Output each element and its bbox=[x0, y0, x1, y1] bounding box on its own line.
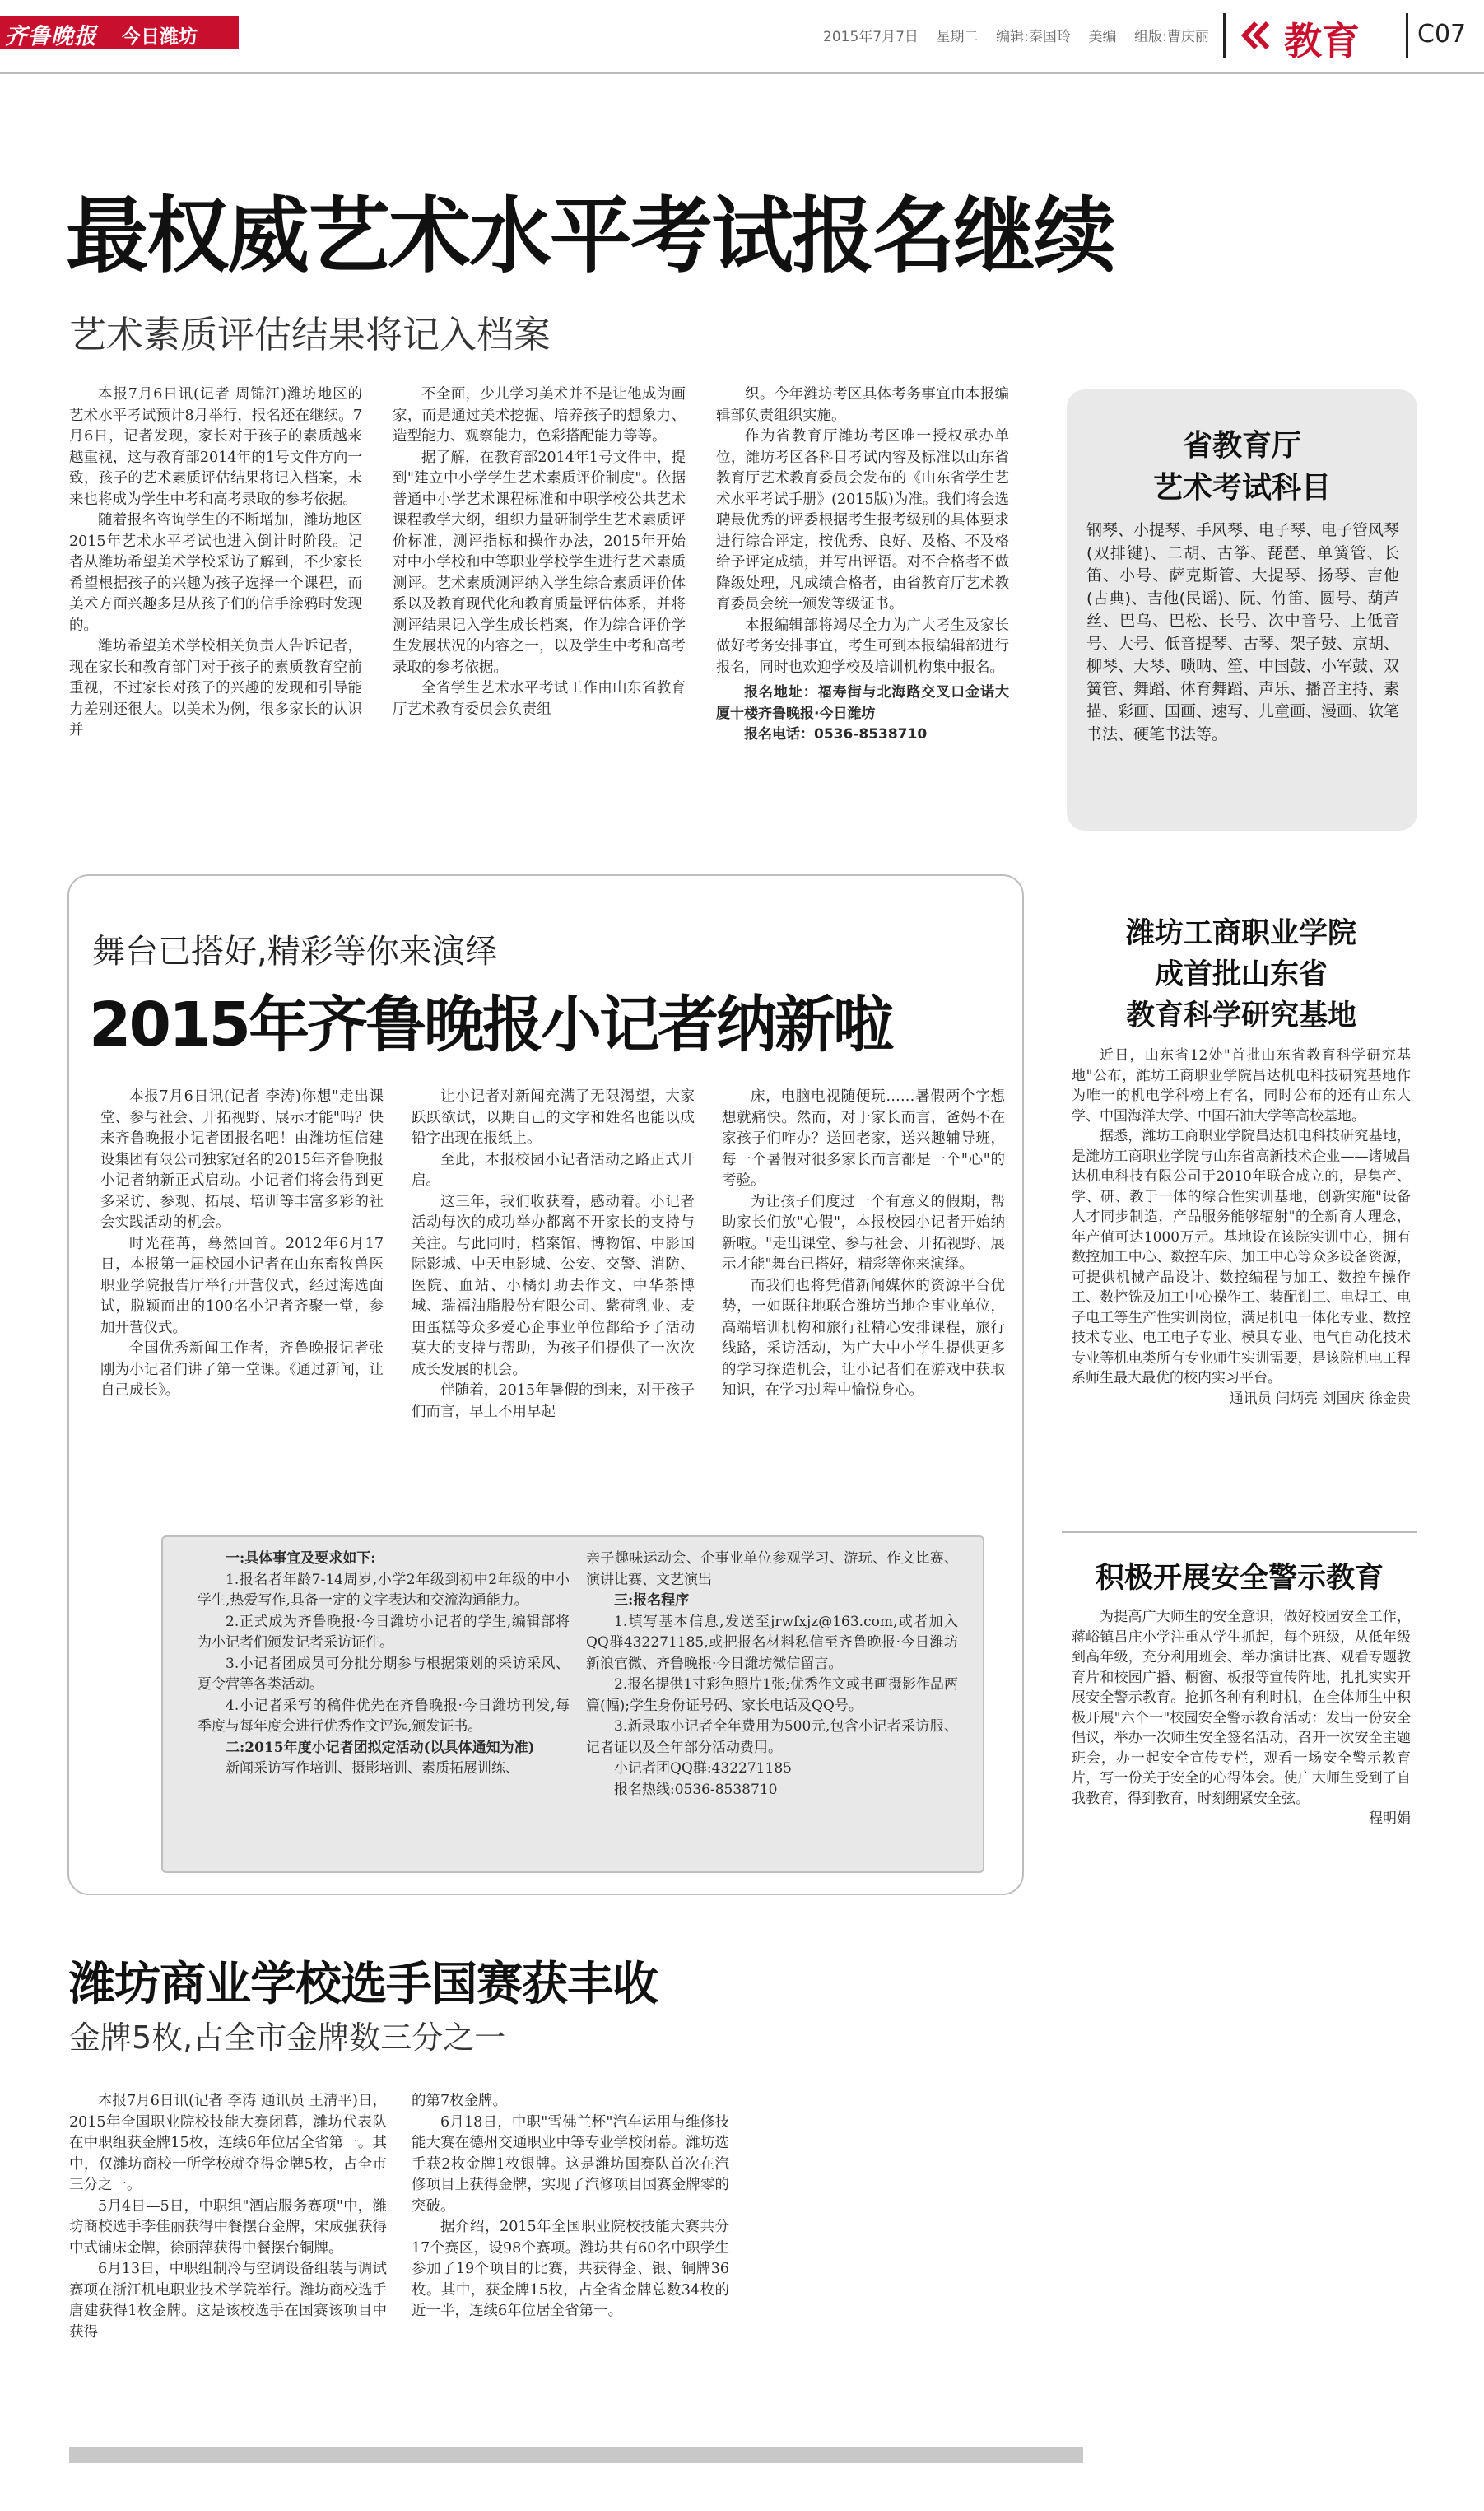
paragraph: 床，电脑电视随便玩……暑假两个字想想就痛快。然而，对于家长而言，爸妈不在家孩子们咋办？送回老家，送兴趣辅导班，每一个暑假对很多家长而言都是一个"心"的考验。 bbox=[722, 1088, 1005, 1189]
article2-col3 bbox=[722, 1087, 1005, 1402]
masthead-rule bbox=[0, 72, 1484, 74]
paragraph: 近日，山东省12处"首批山东省教育科学研究基地"公布，潍坊工商职业学院昌达机电科技研究基地作为唯一的机电学科榜上有名，同时公布的还有山东大学、中国海洋大学、中国石油大学等高校基地。 bbox=[1072, 1047, 1411, 1125]
paragraph: 本报7月6日讯(记者 周锦江)潍坊地区的艺术水平考试预计8月举行，报名还在继续。7月6日，记者发现，家长对于孩子的素质越来越重视，这与教育部2014年的1号文件方向一致，孩子的艺术素质评估结果将记入档案，未来也将成为学生中考和高考录取的参考依据。 bbox=[69, 386, 362, 508]
masthead-meta bbox=[823, 25, 1209, 45]
qq-group: 小记者团QQ群:432271185 bbox=[614, 1760, 792, 1777]
paragraph: 6月18日，中职"雪佛兰杯"汽车运用与维修技能大赛在德州交通职业中等专业学校闭幕。潍坊选手获2枚金牌1枚银牌。这是潍坊国赛队首次在汽修项目上获得金牌，实现了汽修项目国赛金牌零的突破。 bbox=[412, 2113, 729, 2215]
article2-headline: 2015年齐鲁晚报小记者纳新啦 bbox=[89, 990, 891, 1060]
paragraph: 全省学生艺术水平考试工作由山东省教育厅艺术教育委员会负责组 bbox=[393, 680, 686, 718]
art-credit: 美编 bbox=[1088, 29, 1117, 45]
article1-subheadline: 艺术素质评估结果将记入档案 bbox=[69, 313, 551, 356]
paragraph: 为让孩子们度过一个有意义的假期，帮助家长们放"心假"，本报校园小记者开始纳新啦。"走出课堂、参与社会、开拓视野、展示才能"舞台已搭好，精彩等你来演绎。 bbox=[722, 1193, 1005, 1273]
sidebar-subjects-box bbox=[1067, 389, 1417, 831]
issue-weekday: 星期二 bbox=[936, 29, 979, 45]
paragraph: 本报7月6日讯(记者 李涛 通讯员 王清平)日，2015年全国职业院校技能大赛闭幕，潍坊代表队在中职组获金牌15枚，连续6年位居全省第一。其中，仅潍坊商校一所学校就夺得金牌5枚，占全市三分之一。 bbox=[69, 2093, 387, 2193]
article3-headline: 潍坊商业学校选手国赛获丰收 bbox=[69, 1958, 658, 2011]
paragraph: 据了解，在教育部2014年1号文件中，提到"建立中小学学生艺术素质评价制度"。依据普通中小学艺术课程标准和中职学校公共艺术课程教学大纲，组织力量研制学生艺术素质评价标准，测评指标和操作办法，2015年开始对中小学校和中等职业学校学生进行艺术素质测评。艺术素质测评纳入学生综合素质评价体系以及教育现代化和教育质量评估体系，并将测评结果记入学生成长档案，作为综合评价学生发展状况的内容之一，以及学生中考和高考录取的参考依据。 bbox=[393, 449, 686, 676]
page-number: C07 bbox=[1417, 20, 1467, 49]
paragraph: 而我们也将凭借新闻媒体的资源平台优势，一如既往地联合潍坊当地企事业单位，高端培训机构和旅行社精心安排课程，旅行线路，采访活动，为广大中小学生提供更多的学习探造机会，让小记者们在游戏中获取知识，在学习过程中愉悦身心。 bbox=[722, 1277, 1005, 1399]
paper-logo: 齐鲁晚报 bbox=[5, 24, 97, 49]
issue-date: 2015年7月7日 bbox=[823, 29, 919, 45]
paragraph: 作为省教育厅潍坊考区唯一授权承办单位，潍坊考区各科目考试内容及标准以山东省教育厅艺术教育委员会发布的《山东省学生艺术水平考试手册》(2015版)为准。我们将会选聘最优秀的评委根据考生报考级别的具体要求进行综合评定，按优秀、良好、及格、不及格给予评定成绩，并写出评语。对不合格者不做降级处理，凡成绩合格者，由省教育厅艺术教育委员会统一颁发等级证书。 bbox=[716, 428, 1009, 613]
paragraph: 全国优秀新闻工作者，齐鲁晚报记者张刚为小记者们讲了第一堂课。《通过新闻，让自己成长》。 bbox=[100, 1340, 384, 1399]
paragraph: 5月4日—5日，中职组"酒店服务赛项"中，潍坊商校选手李佳丽获得中餐摆台金牌，宋成强获得中式铺床金牌，徐丽萍获得中餐摆台铜牌。 bbox=[69, 2197, 387, 2257]
info-box-right bbox=[586, 1549, 958, 1801]
sidebar-subjects-title1: 省教育厅 bbox=[1182, 429, 1301, 463]
editor-credit: 编辑:秦国玲 bbox=[996, 29, 1071, 45]
paragraph: 潍坊希望美术学校相关负责人告诉记者，现在家长和教育部门对于孩子的素质教育空前重视，不过家长对孩子的兴趣的发现和引导能力差别还很大。以美术为例，很多家长的认识并 bbox=[69, 638, 362, 738]
phone-value: 0536-8538710 bbox=[814, 726, 928, 743]
article2-info-box bbox=[161, 1535, 984, 1873]
paragraph: 的第7枚金牌。 bbox=[412, 2093, 508, 2109]
safety-headline: 积极开展安全警示教育 bbox=[1095, 1562, 1384, 1595]
article1-col1 bbox=[69, 384, 362, 742]
phone-label: 报名电话： bbox=[744, 726, 814, 743]
info-box-heading-3: 三:报名程序 bbox=[614, 1592, 690, 1609]
info-item: 1.填写基本信息,发送至jrwfxjz@163.com,或者加入QQ群432271185,或把报名材料私信至齐鲁晚报·今日潍坊新浪官微、齐鲁晚报·今日潍坊微信留言。 bbox=[586, 1613, 958, 1672]
paragraph: 据悉，潍坊工商职业学院昌达机电科技研究基地，是潍坊工商职业学院与山东省高新技术企业——诸城昌达机电科技有限公司于2010年联合成立的，是集产、学、研、教于一体的综合性实训基地，创新实施"设备人才同步制造，产品服务能够辐射"的全新育人理念，年产值可达1000万元。基地设在该院实训中心，拥有数控加工中心、数控车床、加工中心等众多设备资源，可提供机械产品设计、数控编程与加工、数控车操作工、数控铣及加工中心操作工、装配钳工、电焊工、电子电工等生产性实训岗位，满足机电一体化专业、数控技术专业、电工电子专业、模具专业、电气自动化技术专业等机电类所有专业师生实训需要，是该院机电工程系师生最大最优的校内实习平台。 bbox=[1072, 1128, 1411, 1386]
paragraph: 伴随着，2015年暑假的到来，对于孩子们而言，早上不用早起 bbox=[412, 1382, 695, 1420]
bottom-strip bbox=[69, 2447, 1083, 2463]
info-item: 1.报名者年龄7-14周岁,小学2年级到初中2年级的中小学生,热爱写作,具备一定的文字表达和交流沟通能力。 bbox=[198, 1571, 570, 1609]
section-title: 教育 bbox=[1284, 19, 1360, 63]
sidebar-subjects-title2: 艺术考试科目 bbox=[1152, 471, 1331, 505]
base-byline: 通讯员 闫炳亮 刘国庆 徐金贵 bbox=[1229, 1390, 1411, 1407]
hotline: 报名热线:0536-8538710 bbox=[614, 1781, 778, 1798]
article1-col3 bbox=[716, 384, 1009, 746]
registration-phone bbox=[716, 724, 1009, 746]
article3-col1 bbox=[69, 2091, 387, 2343]
proof-credit: 组版:曹庆丽 bbox=[1134, 29, 1209, 45]
paragraph: 时光荏苒，蓦然回首。2012年6月17日，本报第一届校园小记者在山东畜牧兽医职业学院报告厅举行开营仪式，经过海选面试，脱颖而出的100名小记者齐聚一堂，参加开营仪式。 bbox=[100, 1235, 384, 1336]
registration-address bbox=[716, 682, 1009, 724]
article1-headline: 最权威艺术水平考试报名继续 bbox=[66, 188, 1114, 284]
safety-byline: 程明娟 bbox=[1369, 1810, 1411, 1827]
sidebar-divider bbox=[1062, 1531, 1417, 1533]
masthead-divider-2 bbox=[1406, 13, 1408, 58]
info-item: 2.报名提供1寸彩色照片1张;优秀作文或书画摄影作品两篇(幅);学生身份证号码、家长电话及QQ号。 bbox=[586, 1676, 958, 1714]
article2-kicker: 舞台已搭好,精彩等你来演绎 bbox=[92, 933, 498, 971]
masthead bbox=[0, 0, 1484, 74]
article2-col1 bbox=[100, 1087, 384, 1402]
paragraph: 这三年，我们收获着，感动着。小记者活动每次的成功举办都离不开家长的支持与关注。与此同时，档案馆、博物馆、中影国际影城、中天电影城、公安、交警、消防、医院、血站、小橘灯助去作文、中华茶博城、瑞福油脂股份有限公司、紫荷乳业、麦田蛋糕等众多爱心企事业单位都给予了活动莫大的支持与帮助，为孩子们提供了一次次成长发展的机会。 bbox=[412, 1193, 695, 1378]
paragraph: 本报7月6日讯(记者 李涛)你想"走出课堂、参与社会、开拓视野、展示才能"吗？快来齐鲁晚报小记者团报名吧！由潍坊恒信建设集团有限公司独家冠名的2015年齐鲁晚报小记者纳新正式启动。小记者们将会得到更多采访、参观、拓展、培训等丰富多彩的社会实践活动的机会。 bbox=[100, 1088, 384, 1231]
address-value: 福寿街与北海路交叉口金诺大厦十楼齐鲁晚报·今日潍坊 bbox=[716, 684, 1010, 722]
paragraph: 随着报名咨询学生的不断增加，潍坊地区2015年艺术水平考试也进入倒计时阶段。记者从潍坊希望美术学校采访了解到，不少家长希望根据孩子的兴趣为孩子选择一个课程，而美术方面兴趣多是从孩子们的信手涂鸦时发现的。 bbox=[69, 512, 362, 634]
base-body bbox=[1072, 1046, 1411, 1409]
base-headline-3: 教育科学研究基地 bbox=[1125, 999, 1356, 1032]
article2-col2 bbox=[412, 1087, 695, 1423]
base-headline-1: 潍坊工商职业学院 bbox=[1125, 917, 1356, 950]
info-box-heading-1: 一:具体事宜及要求如下: bbox=[226, 1550, 376, 1567]
sidebar-subjects-content: 钢琴、小提琴、手风琴、电子琴、电子管风琴(双排键)、二胡、古筝、琵琶、单簧管、长笛、小号、萨克斯管、大提琴、扬琴、吉他(古典)、吉他(民谣)、阮、竹笛、圆号、葫芦丝、巴乌、巴松、长号、次中音号、上低音号、大号、低音提琴、古琴、架子鼓、京胡、柳琴、大琴、唢呐、笙、中国鼓、小军鼓、双簧管、舞蹈、体育舞蹈、声乐、播音主持、素描、彩画、国画、速写、儿童画、漫画、软笔书法、硬笔书法等。 bbox=[1086, 521, 1400, 743]
paragraph: 本报编辑部将竭尽全力为广大考生及家长做好考务安排事宜，考生可到本报编辑部进行报名，同时也欢迎学校及培训机构集中报名。 bbox=[716, 617, 1009, 676]
section-name: 今日潍坊 bbox=[122, 26, 198, 48]
section-chevron-icon bbox=[1240, 20, 1272, 51]
paragraph: 为提高广大师生的安全意识，做好校园安全工作，蒋峪镇吕庄小学注重从学生抓起，每个班级，从低年级到高年级，充分利用班会、举办演讲比赛、观看专题教育片和校园广播、橱窗、板报等宣传阵地，扎扎实实开展安全警示教育。抢抓各种有利时机，在全体师生中积极开展"六个一"校园安全警示教育活动：发出一份安全倡议，举办一次师生安全签名活动，召开一次安全主题班会，办一起安全宣传专栏，观看一场安全警示教育片，写一份关于安全的心得体会。使广大师生受到了自我教育，得到教育，时刻绷紧安全弦。 bbox=[1072, 1609, 1411, 1807]
base-headline-2: 成首批山东省 bbox=[1154, 958, 1328, 991]
paragraph: 让小记者对新闻充满了无限渴望，大家跃跃欲试，以期自己的文字和姓名也能以成铅字出现在报纸上。 bbox=[412, 1088, 695, 1147]
info-item: 3.新录取小记者全年费用为500元,包含小记者采访服、记者证以及全年部分活动费用。 bbox=[586, 1718, 958, 1756]
paragraph: 织。今年潍坊考区具体考务事宜由本报编辑部负责组织实施。 bbox=[716, 386, 1009, 424]
safety-body bbox=[1072, 1607, 1411, 1829]
info-item: 亲子趣味运动会、企事业单位参观学习、游玩、作文比赛、演讲比赛、文艺演出 bbox=[586, 1550, 958, 1588]
paragraph: 据介绍，2015年全国职业院校技能大赛共分17个赛区，设98个赛项。潍坊共有60名中职学生参加了19个项目的比赛，共获得金、银、铜牌36枚。其中，获金牌15枚，占全省金牌总数34枚的近一半，连续6年位居全省第一。 bbox=[412, 2219, 729, 2319]
info-item: 2.正式成为齐鲁晚报·今日潍坊小记者的学生,编辑部将为小记者们颁发记者采访证件。 bbox=[198, 1613, 570, 1651]
masthead-divider-1 bbox=[1223, 13, 1226, 58]
article3-col2 bbox=[412, 2091, 729, 2322]
info-item: 新闻采访写作培训、摄影培训、素质拓展训练、 bbox=[226, 1760, 519, 1777]
article1-col2 bbox=[393, 384, 686, 720]
paragraph: 6月13日，中职组制冷与空调设备组装与调试赛项在浙江机电职业技术学院举行。潍坊商校选手唐建获得1枚金牌。这是该校选手在国赛该项目中获得 bbox=[69, 2261, 387, 2341]
article3-subheadline: 金牌5枚,占全市金牌数三分之一 bbox=[69, 2020, 506, 2056]
info-item: 4.小记者采写的稿件优先在齐鲁晚报·今日潍坊刊发,每季度与每年度会进行优秀作文评选,颁发证书。 bbox=[198, 1697, 570, 1735]
paragraph: 不全面，少儿学习美术并不是让他成为画家，而是通过美术挖掘、培养孩子的想象力、造型能力、观察能力，色彩搭配能力等等。 bbox=[393, 386, 686, 445]
info-box-heading-2: 二:2015年度小记者团拟定活动(以具体通知为准) bbox=[226, 1739, 535, 1756]
info-box-left bbox=[198, 1549, 570, 1780]
info-item: 3.小记者团成员可分批分期参与根据策划的采访采风、夏令营等各类活动。 bbox=[198, 1655, 570, 1693]
address-label: 报名地址： bbox=[744, 684, 818, 701]
paragraph: 至此，本报校园小记者活动之路正式开启。 bbox=[412, 1151, 695, 1189]
